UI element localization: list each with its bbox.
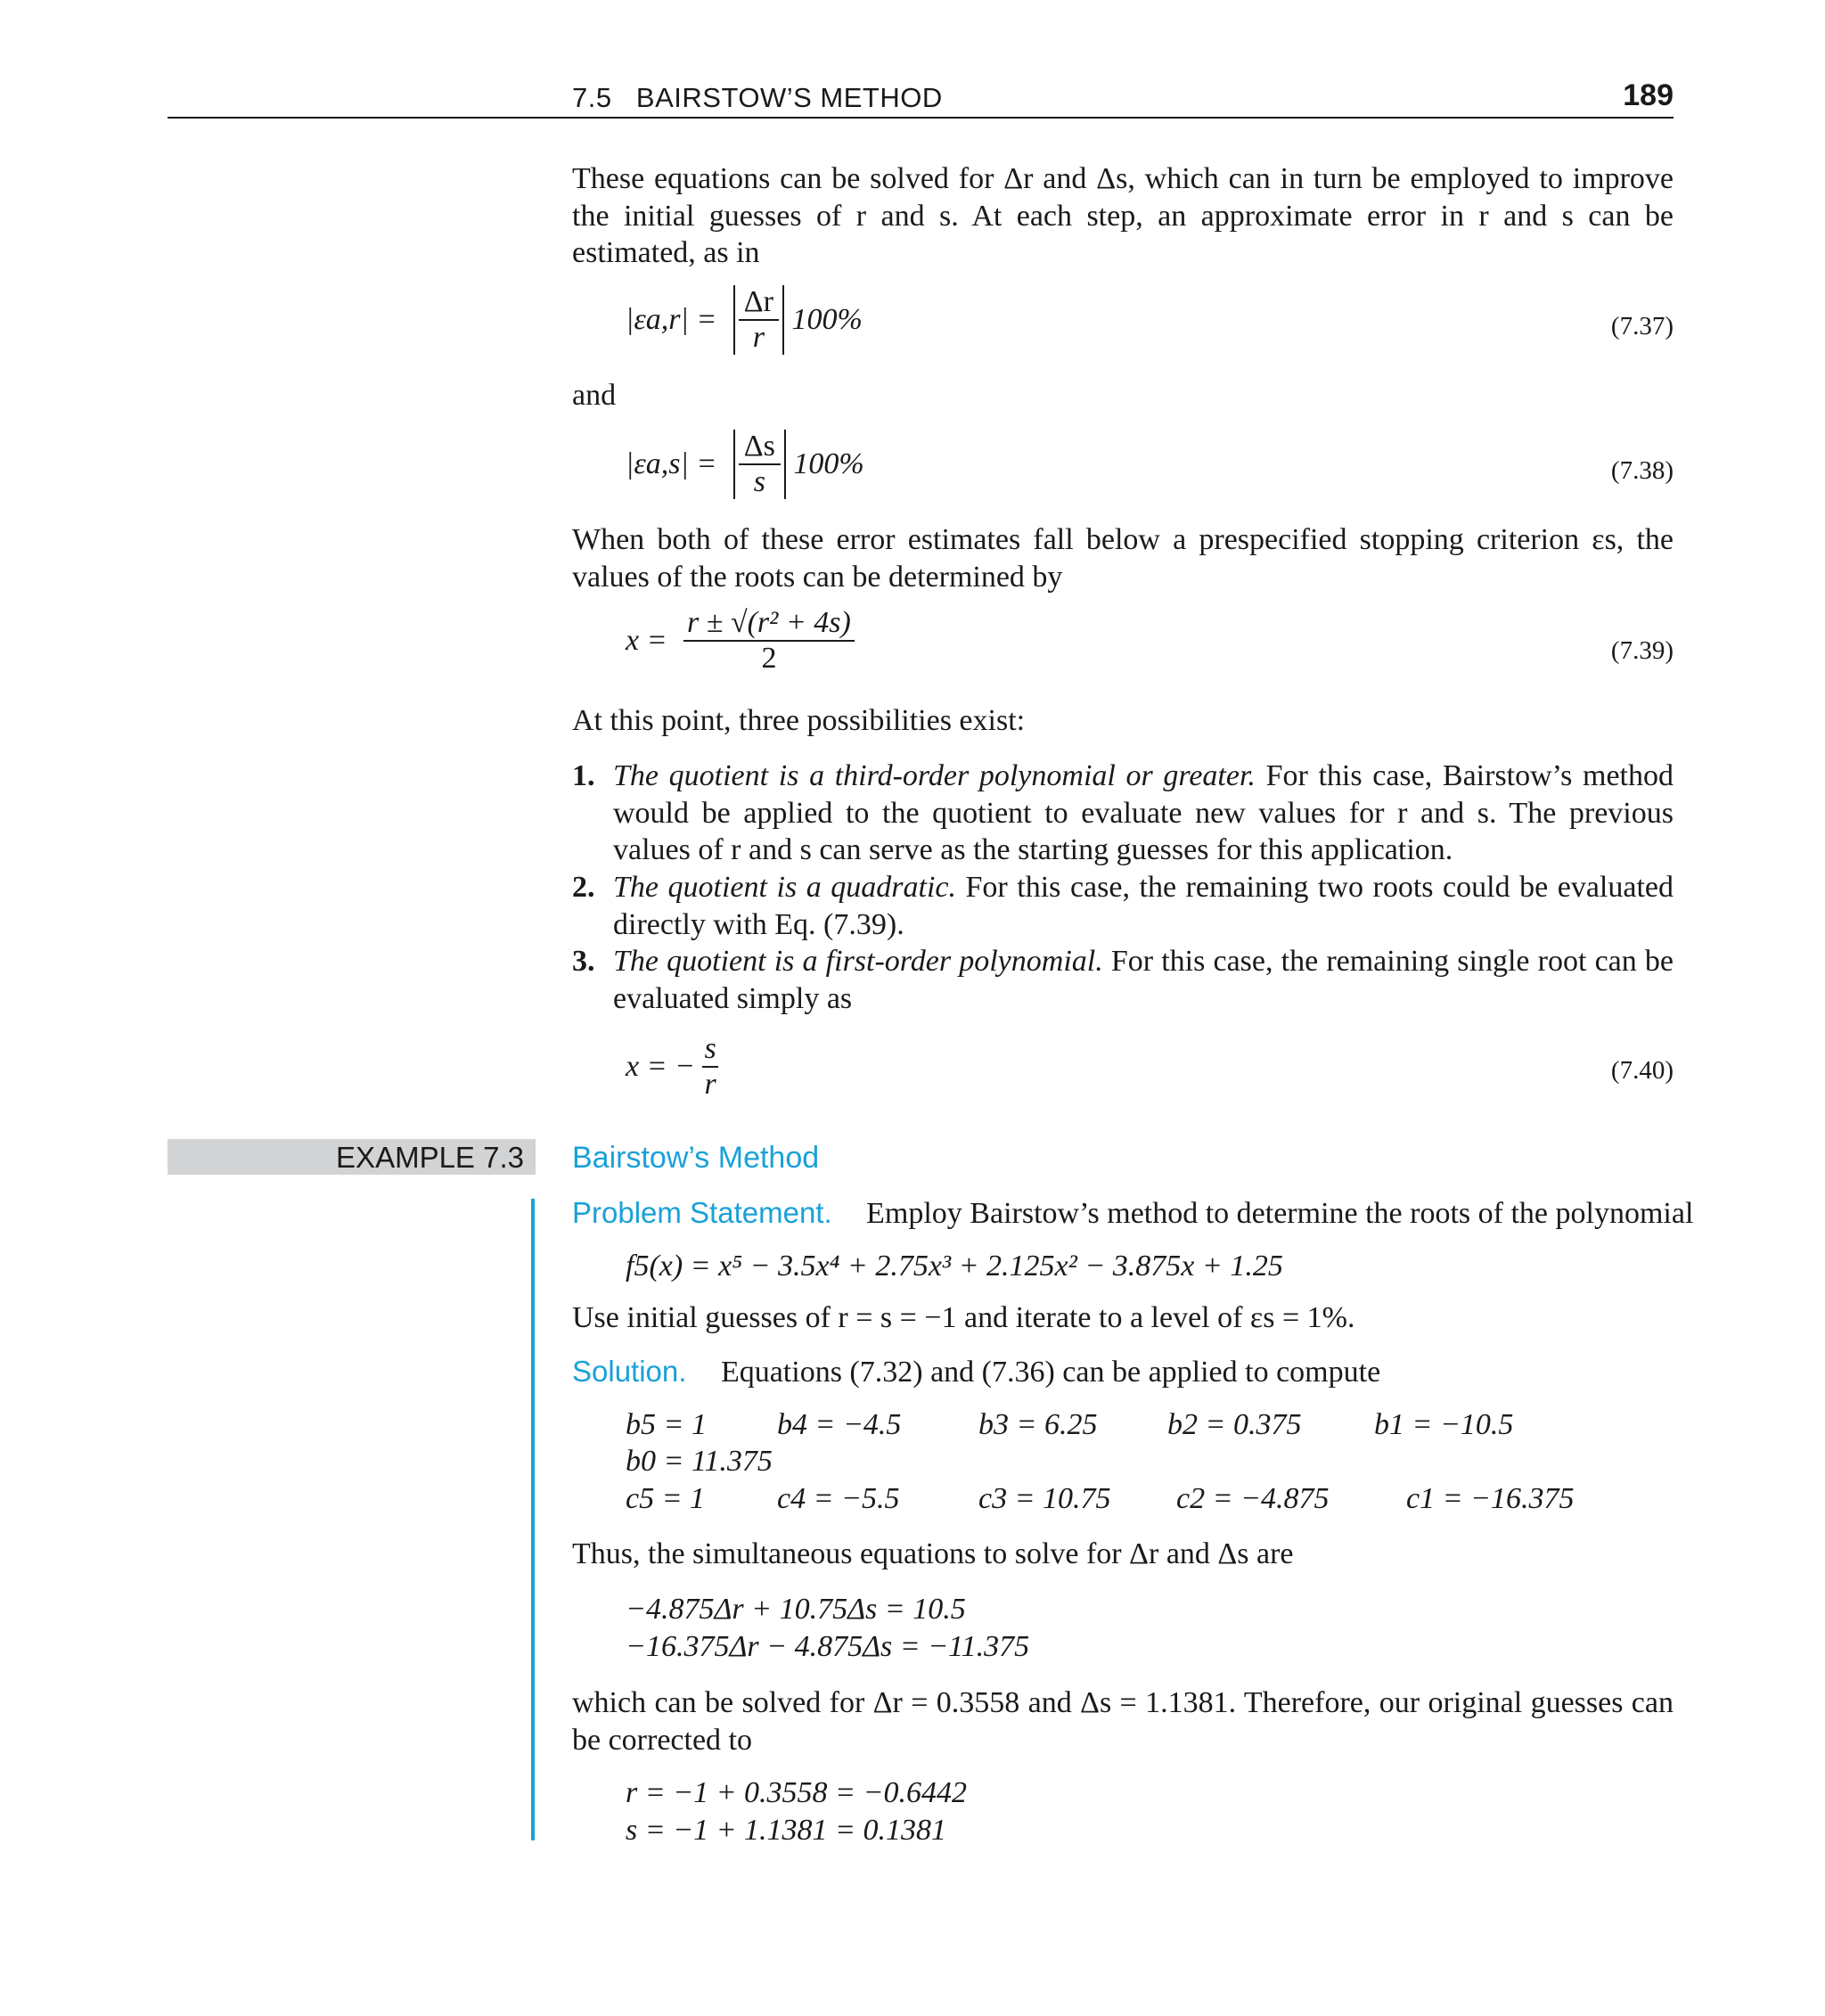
eq-737-tail: 100% [791, 303, 863, 336]
list-item-1-number: 1. [572, 759, 595, 792]
paragraph-stopping: When both of these error estimates fall below a prespecified stopping criterion εs, the values of the roots can be determined by [572, 523, 1674, 594]
list-item-2-text [613, 869, 1674, 943]
list-item-1-italic: The quotient is a third-order polynomial or greater. [613, 759, 1256, 792]
list-item-3-rest: For this case, the remaining single root can be evaluated simply as [613, 945, 1674, 1015]
eq-number-739: (7.39) [1610, 636, 1674, 665]
eq-737-abs [733, 285, 784, 355]
eq-739-fraction [683, 606, 855, 676]
c-coef-4: c2 = −4.875 [1176, 1482, 1330, 1515]
eq-740-fraction [702, 1032, 717, 1102]
equation-7-39 [626, 606, 855, 676]
eq-737-fraction [739, 285, 779, 355]
problem-text: Employ Bairstow’s method to determine the roots of the polynomial [866, 1197, 1694, 1230]
problem-label: Problem Statement. [572, 1196, 832, 1229]
initial-guesses-text: Use initial guesses of r = s = −1 and iterate to a level of εs = 1%. [572, 1301, 1355, 1334]
list-item-2-rest: For this case, the remaining two roots could be evaluated directly with Eq. (7.39). [613, 871, 1674, 941]
example-label: EXAMPLE 7.3 [336, 1141, 524, 1174]
eq-number-740: (7.40) [1610, 1056, 1674, 1085]
eq-740-num: s [702, 1032, 717, 1068]
header-rule [168, 117, 1674, 119]
eq-738-fraction [739, 430, 781, 499]
eq-737-lhs: |εa,r| = [626, 303, 717, 336]
list-item-1-text [613, 758, 1674, 869]
paragraph-possibilities: At this point, three possibilities exist: [572, 704, 1026, 737]
example-title: Bairstow’s Method [572, 1141, 820, 1175]
list-item-3 [572, 943, 1674, 1017]
b-coef-0: b0 = 11.375 [626, 1445, 773, 1478]
s-update: s = −1 + 1.1381 = 0.1381 [626, 1814, 947, 1847]
eq-number-738: (7.38) [1610, 456, 1674, 485]
eq-738-abs [733, 430, 786, 499]
running-header [572, 82, 943, 114]
b-coef-4: b2 = 0.375 [1167, 1408, 1302, 1441]
list-item-2-italic: The quotient is a quadratic. [613, 871, 956, 904]
eq-739-den: 2 [761, 642, 777, 675]
equation-7-37 [626, 285, 863, 355]
eq-738-num: Δs [739, 430, 781, 465]
solution-statement [572, 1355, 1380, 1389]
eq-738-lhs: |εa,s| = [626, 447, 717, 480]
eq-738-den: s [753, 465, 765, 498]
list-item-1 [572, 758, 1674, 869]
solution-label: Solution. [572, 1355, 687, 1388]
solution-text: Equations (7.32) and (7.36) can be applied to compute [720, 1356, 1381, 1389]
eq-740-lhs: x = − [626, 1050, 695, 1083]
list-item-3-italic: The quotient is a first-order polynomial. [613, 945, 1103, 978]
list-item-3-number: 3. [572, 945, 595, 978]
eq-737-num: Δr [739, 285, 779, 321]
list-item-3-text [613, 943, 1674, 1017]
eq-740-den: r [704, 1068, 716, 1101]
c-coef-5: c1 = −16.375 [1406, 1482, 1575, 1515]
eq-739-num: r ± √(r² + 4s) [683, 606, 855, 642]
which-text: which can be solved for Δr = 0.3558 and Δs = 1.1381. Therefore, our original guesses can be corrected to [572, 1686, 1674, 1757]
r-update: r = −1 + 0.3558 = −0.6442 [626, 1776, 967, 1809]
c-coef-2: c4 = −5.5 [777, 1482, 900, 1515]
thus-text: Thus, the simultaneous equations to solve for Δr and Δs are [572, 1537, 1294, 1570]
b-coef-3: b3 = 6.25 [978, 1408, 1098, 1441]
system-equation-1: −4.875Δr + 10.75Δs = 10.5 [626, 1593, 966, 1626]
b-coef-2: b4 = −4.5 [777, 1408, 902, 1441]
page-number: 189 [1623, 78, 1674, 112]
eq-739-lhs: x = [626, 624, 667, 657]
b-coef-5: b1 = −10.5 [1374, 1408, 1514, 1441]
section-title: 7.5 BAIRSTOW’S METHOD [572, 82, 943, 113]
paragraph-intro: These equations can be solved for Δr and Δs, which can in turn be employed to improve the initial guesses of r and s. At each step, an approximate error in r and s can be estimated, as in [572, 162, 1674, 269]
list-item-2 [572, 869, 1674, 943]
connector-and: and [572, 379, 617, 412]
system-equation-2: −16.375Δr − 4.875Δs = −11.375 [626, 1630, 1030, 1663]
list-item-2-number: 2. [572, 871, 595, 904]
eq-738-tail: 100% [793, 447, 864, 480]
equation-7-40 [626, 1032, 718, 1102]
problem-statement [572, 1196, 1693, 1231]
c-coef-1: c5 = 1 [626, 1482, 706, 1515]
polynomial-equation: f5(x) = x⁵ − 3.5x⁴ + 2.75x³ + 2.125x² − 3.875x + 1.25 [626, 1250, 1283, 1283]
list-item-1-rest: For this case, Bairstow’s method would be applied to the quotient to evaluate new values for r and s. The previous values of r and s can serve as the starting guesses for this application. [613, 759, 1674, 866]
b-coef-1: b5 = 1 [626, 1408, 707, 1441]
eq-number-737: (7.37) [1610, 312, 1674, 340]
equation-7-38 [626, 430, 864, 499]
example-side-rule [531, 1199, 535, 1840]
c-coef-3: c3 = 10.75 [978, 1482, 1111, 1515]
eq-737-den: r [752, 321, 765, 354]
